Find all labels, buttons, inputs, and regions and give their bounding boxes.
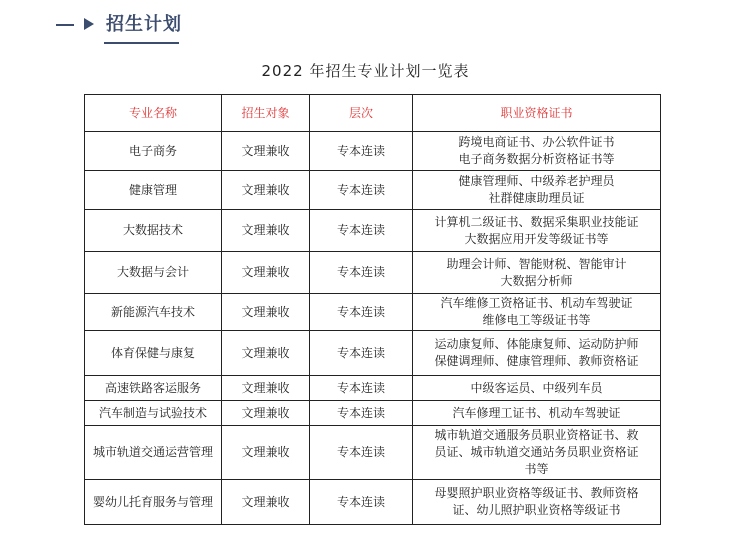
major-cell: 婴幼儿托育服务与管理 <box>85 480 222 525</box>
target-cell: 文理兼收 <box>222 401 310 426</box>
certificate-cell <box>413 376 661 401</box>
table-row <box>85 480 661 525</box>
header-dash-decoration <box>56 24 74 26</box>
table-title: 2022 年招生专业计划一览表 <box>261 62 470 80</box>
certificate-cell <box>413 480 661 525</box>
table-row <box>85 252 661 294</box>
target-cell: 文理兼收 <box>222 376 310 401</box>
certificate-line: 母婴照护职业资格等级证书、教师资格 <box>434 486 639 500</box>
major-cell: 大数据技术 <box>85 210 222 252</box>
level-cell: 专本连读 <box>310 294 413 331</box>
level-cell: 专本连读 <box>310 426 413 480</box>
certificate-cell <box>413 401 661 426</box>
certificate-line: 城市轨道交通服务员职业资格证书、救 <box>434 428 639 442</box>
column-header-level: 层次 <box>310 95 413 132</box>
enrollment-plan-table <box>84 94 661 525</box>
level-cell: 专本连读 <box>310 171 413 210</box>
level-cell: 专本连读 <box>310 480 413 525</box>
certificate-cell <box>413 294 661 331</box>
column-header-certificates: 职业资格证书 <box>413 95 661 132</box>
major-cell: 健康管理 <box>85 171 222 210</box>
table-row <box>85 171 661 210</box>
certificate-line: 大数据分析师 <box>500 273 573 288</box>
certificate-cell <box>413 171 661 210</box>
certificate-line: 助理会计师、智能财税、智能审计 <box>446 256 627 271</box>
major-cell: 汽车制造与试验技术 <box>85 401 222 426</box>
column-header-major: 专业名称 <box>85 95 222 132</box>
major-cell: 电子商务 <box>85 132 222 171</box>
certificate-line: 汽车修理工证书、机动车驾驶证 <box>452 405 621 420</box>
target-cell: 文理兼收 <box>222 210 310 252</box>
level-cell: 专本连读 <box>310 210 413 252</box>
table-row <box>85 210 661 252</box>
column-header-target: 招生对象 <box>222 95 310 132</box>
section-title-underline <box>104 42 179 44</box>
target-cell: 文理兼收 <box>222 294 310 331</box>
certificate-line: 健康管理师、中级养老护理员 <box>458 174 615 188</box>
major-cell: 城市轨道交通运营管理 <box>85 426 222 480</box>
level-cell: 专本连读 <box>310 376 413 401</box>
major-cell: 新能源汽车技术 <box>85 294 222 331</box>
play-arrow-icon <box>84 18 94 30</box>
target-cell: 文理兼收 <box>222 252 310 294</box>
table-row <box>85 294 661 331</box>
certificate-line: 书等 <box>524 462 549 476</box>
certificate-cell <box>413 210 661 252</box>
section-header <box>0 0 731 48</box>
major-cell: 大数据与会计 <box>85 252 222 294</box>
certificate-line: 中级客运员、中级列车员 <box>470 380 603 395</box>
certificate-line: 跨境电商证书、办公软件证书 <box>458 135 615 149</box>
target-cell: 文理兼收 <box>222 171 310 210</box>
certificate-line: 保健调理师、健康管理师、教师资格证 <box>434 354 639 368</box>
certificate-cell <box>413 252 661 294</box>
table-row <box>85 401 661 426</box>
major-cell: 体育保健与康复 <box>85 331 222 376</box>
certificate-line: 员证、城市轨道交通站务员职业资格证 <box>434 445 639 459</box>
level-cell: 专本连读 <box>310 401 413 426</box>
target-cell: 文理兼收 <box>222 132 310 171</box>
table-row <box>85 426 661 480</box>
table-row <box>85 132 661 171</box>
certificate-line: 证、幼儿照护职业资格等级证书 <box>452 503 621 517</box>
level-cell: 专本连读 <box>310 252 413 294</box>
level-cell: 专本连读 <box>310 331 413 376</box>
certificate-line: 运动康复师、体能康复师、运动防护师 <box>434 337 639 351</box>
target-cell: 文理兼收 <box>222 480 310 525</box>
section-title: 招生计划 <box>106 14 182 35</box>
table-row <box>85 331 661 376</box>
certificate-line: 电子商务数据分析资格证书等 <box>458 152 615 166</box>
certificate-cell <box>413 331 661 376</box>
certificate-line: 维修电工等级证书等 <box>482 313 591 327</box>
certificate-cell <box>413 426 661 480</box>
level-cell: 专本连读 <box>310 132 413 171</box>
certificate-line: 社群健康助理员证 <box>488 191 585 205</box>
target-cell: 文理兼收 <box>222 426 310 480</box>
certificate-line: 汽车维修工资格证书、机动车驾驶证 <box>440 296 633 310</box>
major-cell: 高速铁路客运服务 <box>85 376 222 401</box>
certificate-cell <box>413 132 661 171</box>
target-cell: 文理兼收 <box>222 331 310 376</box>
table-header-row <box>85 95 661 132</box>
certificate-line: 大数据应用开发等级证书等 <box>464 231 609 246</box>
certificate-line: 计算机二级证书、数据采集职业技能证 <box>434 214 639 229</box>
table-row <box>85 376 661 401</box>
